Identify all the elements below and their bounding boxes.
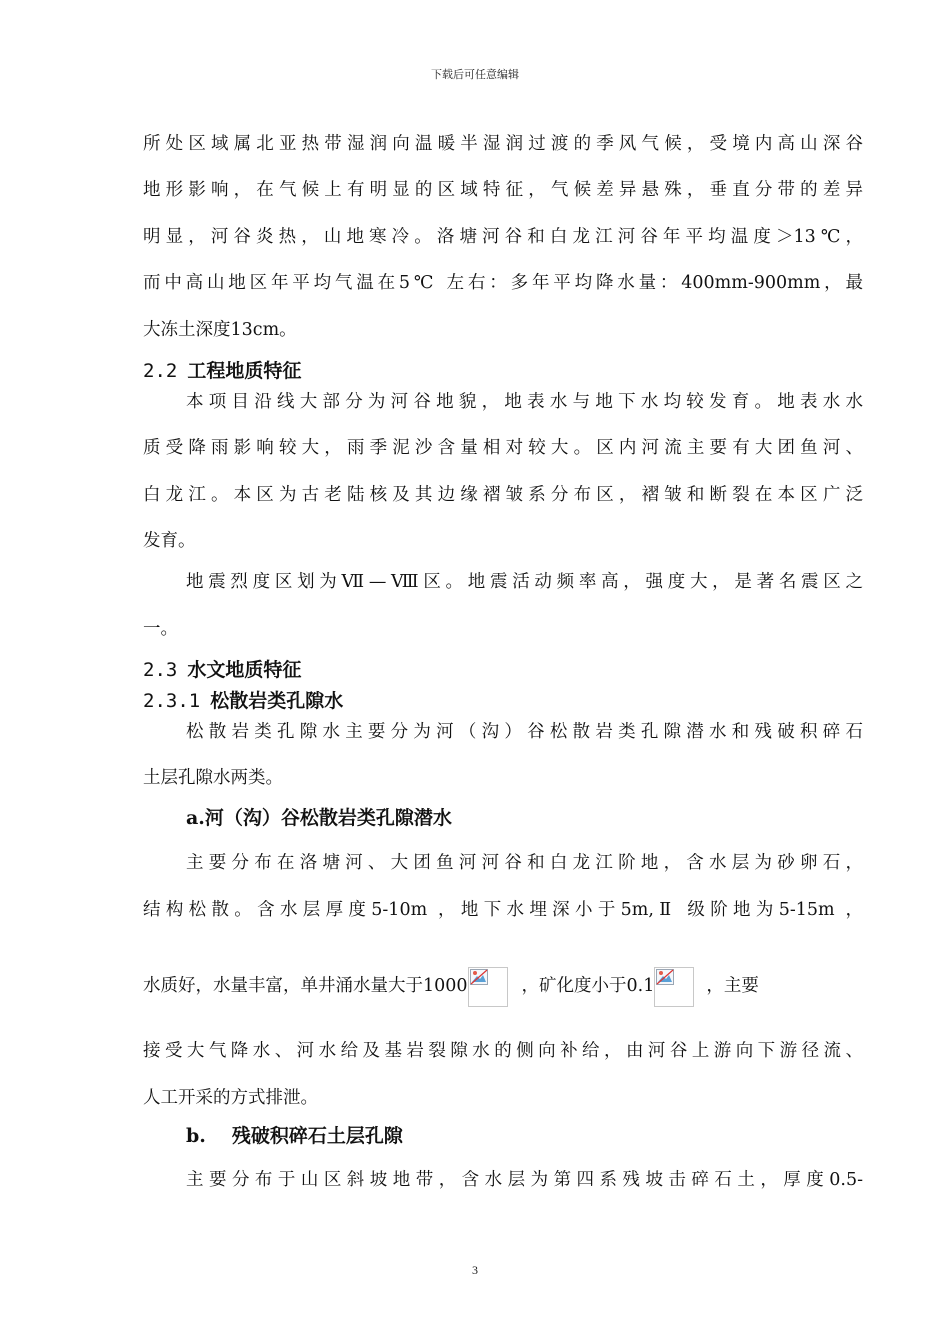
subheading-title: 残破积碎石土层孔隙 xyxy=(231,1125,403,1147)
page-header: 下载后可任意编辑 xyxy=(431,68,519,81)
broken-image-icon xyxy=(654,967,694,1007)
text-line: 质受降雨影响较大，雨季泥沙含量相对较大。区内河流主要有大团鱼河、 xyxy=(143,438,863,458)
text-line: 人工开采的方式排泄。 xyxy=(143,1088,318,1108)
text-line: 松散岩类孔隙水主要分为河（沟）谷松散岩类孔隙潜水和残破积碎石 xyxy=(186,722,863,742)
subheading-a: a.河（沟）谷松散岩类孔隙潜水 xyxy=(186,807,452,829)
text-line-with-images xyxy=(143,966,863,1007)
text-line: 大冻土深度13cm。 xyxy=(143,320,297,340)
subheading-number: b. xyxy=(186,1125,206,1147)
section-number: 2.2 xyxy=(143,360,178,382)
text-line: 结构松散。含水层厚度5-10m ，地下水埋深小于5m,Ⅱ 级阶地为5-15m ， xyxy=(143,900,863,920)
text-line: 土层孔隙水两类。 xyxy=(143,768,283,788)
text-line: 一。 xyxy=(143,619,178,639)
text-line: 白龙江。本区为古老陆核及其边缘褶皱系分布区，褶皱和断裂在本区广泛 xyxy=(143,485,863,505)
text-line: 地震烈度区划为Ⅶ—Ⅷ区。地震活动频率高，强度大，是著名震区之 xyxy=(186,572,863,592)
text-line: 主要分布于山区斜坡地带，含水层为第四系残坡击碎石土，厚度0.5- xyxy=(186,1170,863,1190)
text-line: 本项目沿线大部分为河谷地貌，地表水与地下水均较发育。地表水水 xyxy=(186,392,863,412)
subheading-b xyxy=(186,1123,403,1149)
section-title: 水文地质特征 xyxy=(187,659,302,681)
section-number: 2.3.1 xyxy=(143,690,201,712)
section-heading-2-2 xyxy=(143,358,301,384)
section-title: 松散岩类孔隙水 xyxy=(210,690,344,712)
section-heading-2-3-1 xyxy=(143,688,343,714)
text-line: 所处区域属北亚热带湿润向温暖半湿润过渡的季风气候，受境内高山深谷 xyxy=(143,134,863,154)
text-line: 发育。 xyxy=(143,531,196,551)
text-segment: ，主要 xyxy=(706,976,759,996)
text-line: 明显，河谷炎热，山地寒冷。洛塘河谷和白龙江河谷年平均温度＞13℃， xyxy=(143,227,863,247)
section-number: 2.3 xyxy=(143,659,178,681)
text-line: 而中高山地区年平均气温在5℃ 左右：多年平均降水量：400mm-900mm，最 xyxy=(143,273,863,293)
page-number: 3 xyxy=(472,1263,478,1277)
broken-image-icon xyxy=(468,967,508,1007)
section-heading-2-3 xyxy=(143,657,301,683)
text-line: 地形影响，在气候上有明显的区域特征，气候差异悬殊，垂直分带的差异 xyxy=(143,180,863,200)
text-line: 主要分布在洛塘河、大团鱼河河谷和白龙江阶地，含水层为砂卵石， xyxy=(186,853,863,873)
text-segment: ，矿化度小于0.1 xyxy=(521,976,655,996)
text-segment: 水质好，水量丰富，单井涌水量大于1000 xyxy=(143,976,468,996)
section-title: 工程地质特征 xyxy=(187,360,302,382)
text-line: 接受大气降水、河水给及基岩裂隙水的侧向补给，由河谷上游向下游径流、 xyxy=(143,1041,863,1061)
